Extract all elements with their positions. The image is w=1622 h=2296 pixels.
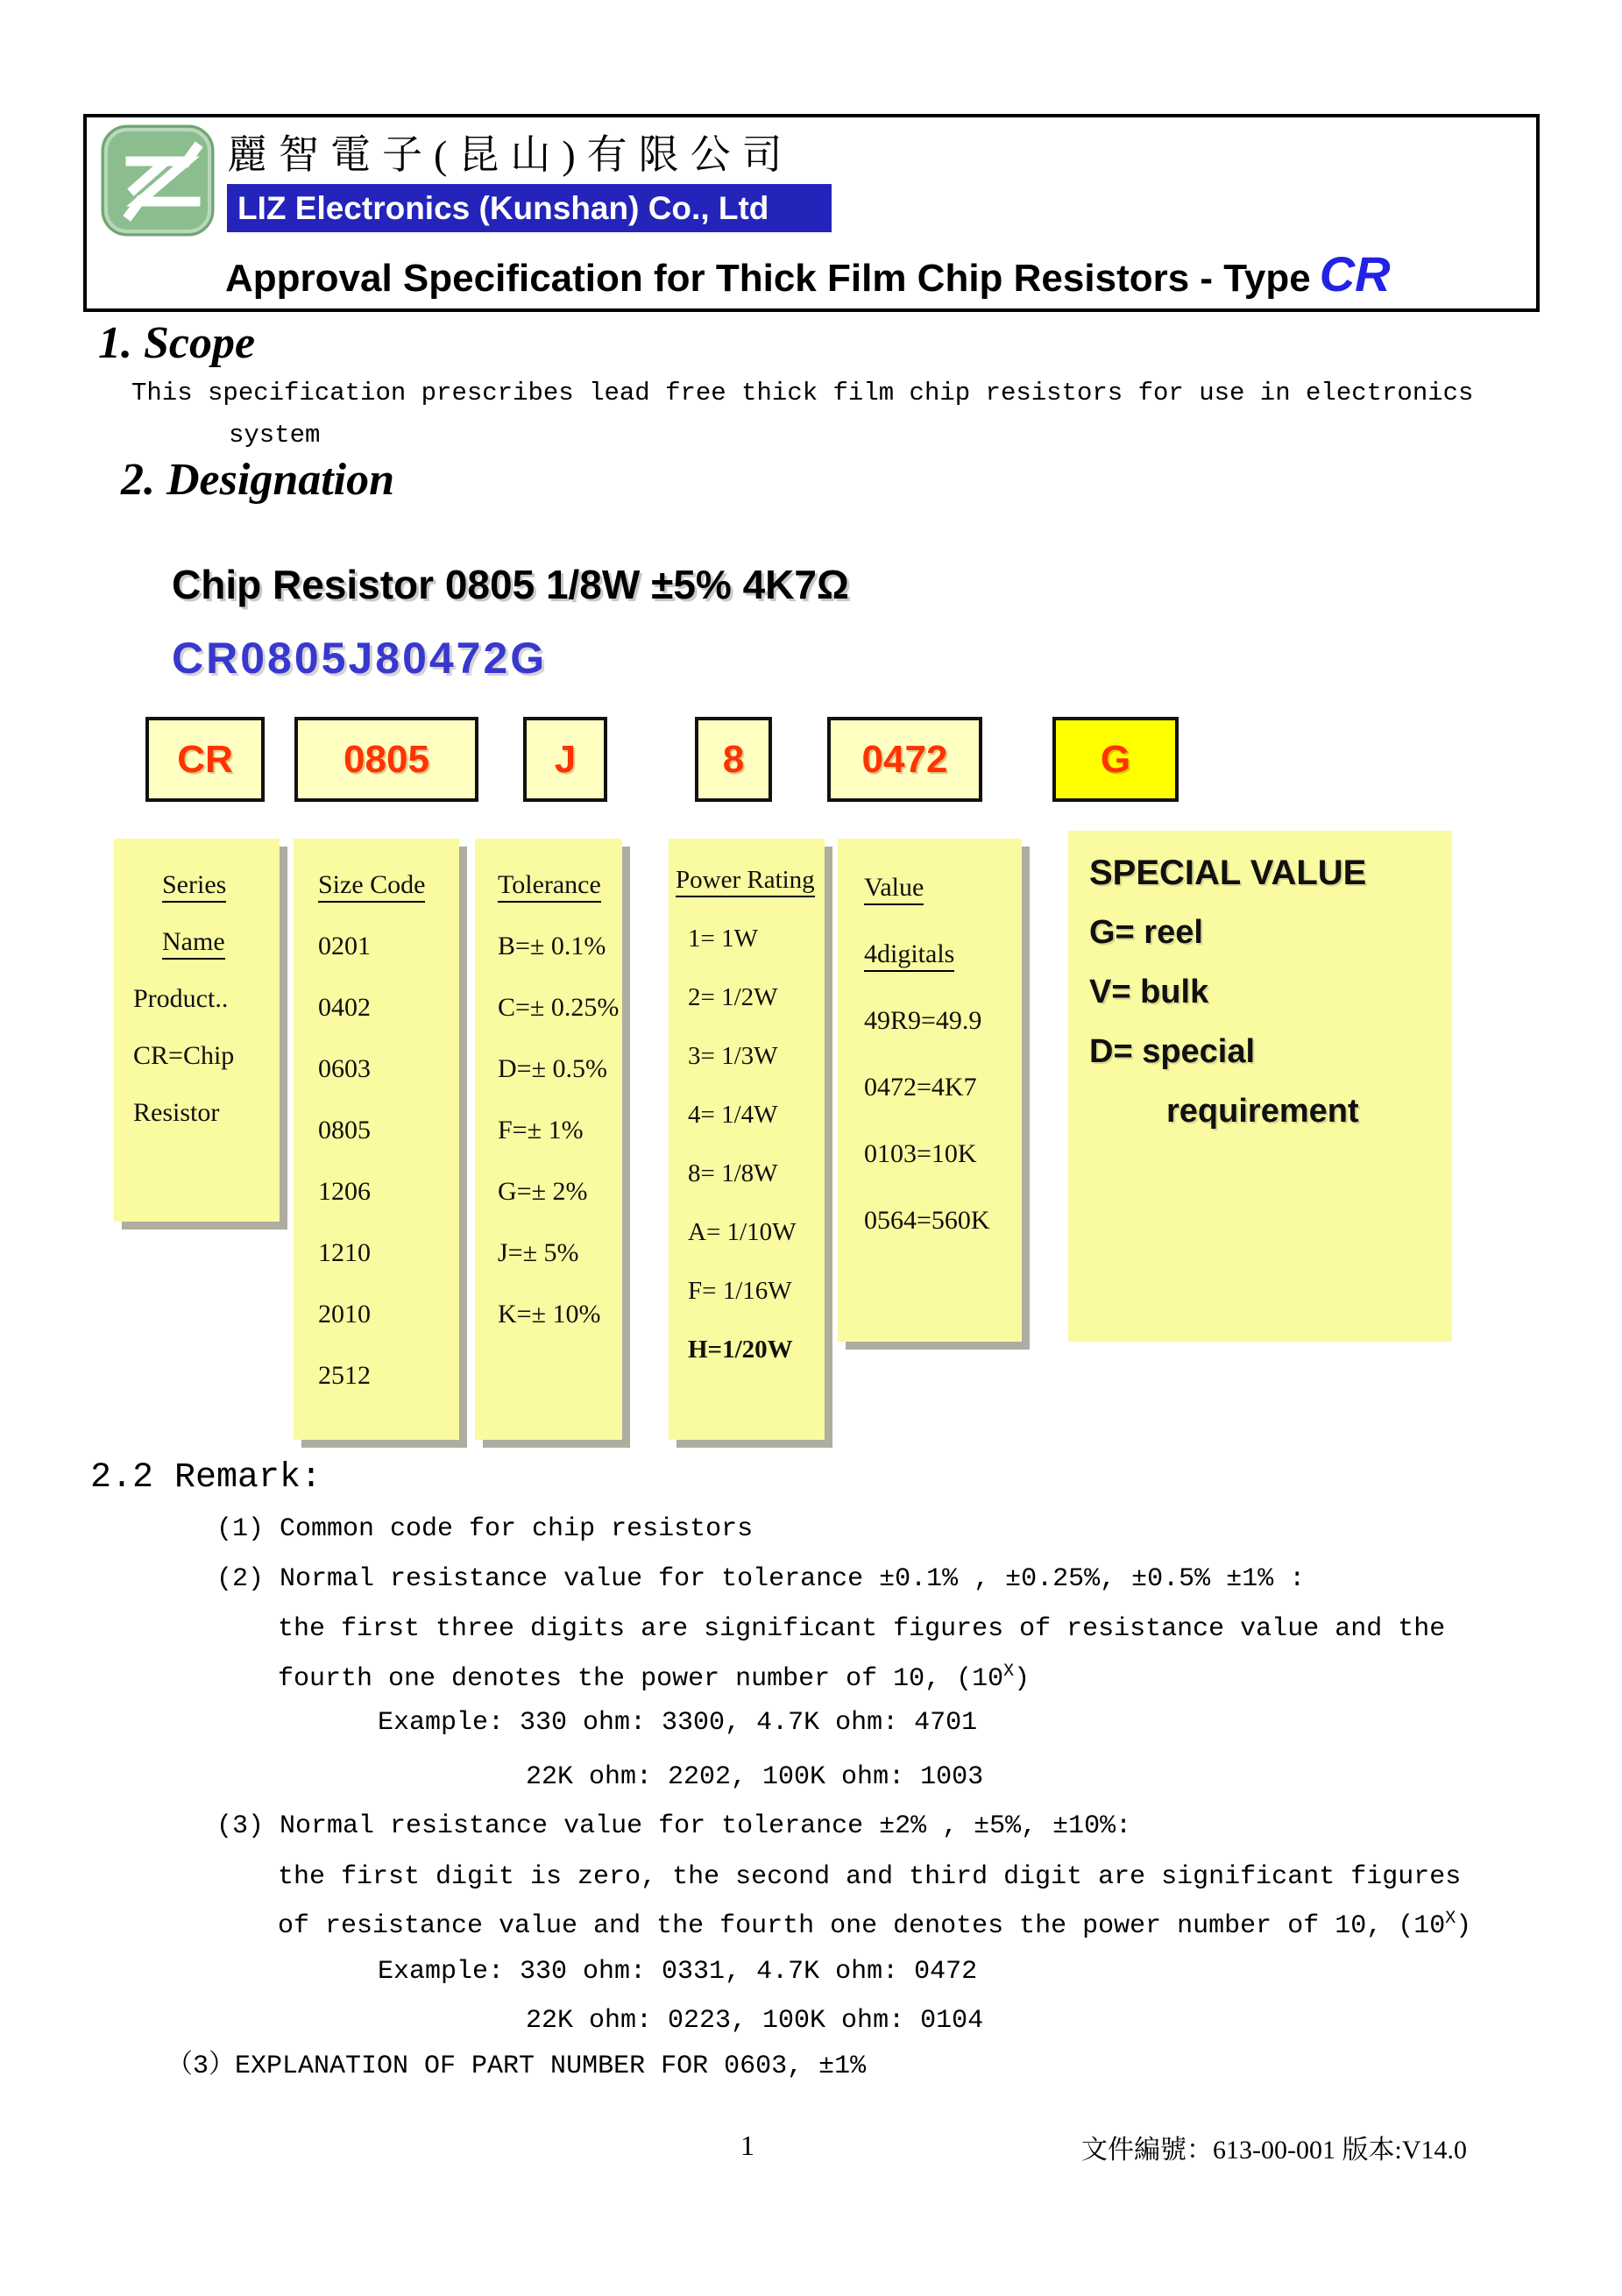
remark-example-4: 22K ohm: 0223, 100K ohm: 0104 <box>526 2006 984 2036</box>
company-logo-icon <box>101 124 215 237</box>
type-cr-label: CR <box>1319 246 1391 301</box>
document-number: 文件編號：613-00-001 版本:V14.0 <box>1081 2136 1467 2165</box>
tolerance-panel-title: Tolerance <box>498 854 622 916</box>
remark-item-4: （3）EXPLANATION OF PART NUMBER FOR 0603, ±1% <box>166 2052 867 2081</box>
tolerance-item: K=± 10% <box>498 1300 601 1329</box>
tolerance-item: J=± 5% <box>498 1238 579 1267</box>
tolerance-item: C=± 0.25% <box>498 993 620 1022</box>
code-box-size: 0805 <box>294 717 478 802</box>
series-panel-item: CR=Chip <box>133 1041 235 1070</box>
example-part-number: CR0805J80472G <box>172 634 548 683</box>
series-panel-item: Resistor <box>133 1098 220 1127</box>
company-name-english <box>227 184 832 232</box>
remark-item-2-line3: fourth one denotes the power number of 10, $(10^X)$ <box>278 1662 1031 1694</box>
code-box-series: CR <box>145 717 265 802</box>
remark-item-2: (2) Normal resistance value for tolerance ±0.1% , ±0.25%, ±0.5% ±1% : <box>216 1564 1306 1594</box>
tolerance-item: G=± 2% <box>498 1177 588 1206</box>
value-item: 0472=4K7 <box>864 1073 977 1102</box>
power-rating-item: 8= 1/8W <box>688 1159 778 1187</box>
code-box-power: 8 <box>695 717 772 802</box>
company-name-english-label: LIZ Electronics (Kunshan) Co., Ltd <box>237 189 769 226</box>
remark-item-2-line2: the first three digits are significant figures of resistance value and the <box>278 1614 1446 1644</box>
remark-example-2: 22K ohm: 2202, 100K ohm: 1003 <box>526 1762 984 1792</box>
document-title <box>225 245 1391 302</box>
size-code-item: 2010 <box>318 1300 371 1329</box>
value-item: 49R9=49.9 <box>864 1006 982 1035</box>
size-code-panel-title: Size Code <box>318 854 459 916</box>
power-rating-item: F= 1/16W <box>688 1277 792 1305</box>
power-rating-panel <box>669 839 825 1440</box>
size-code-panel <box>294 839 459 1440</box>
power-rating-item: A= 1/10W <box>688 1218 797 1246</box>
value-item: 0103=10K <box>864 1139 977 1168</box>
remark-example-1: Example: 330 ohm: 3300, 4.7K ohm: 4701 <box>378 1708 978 1738</box>
remark-item-1: (1) Common code for chip resistors <box>216 1514 754 1544</box>
code-box-value: 0472 <box>827 717 982 802</box>
value-panel-subtitle: 4digitals <box>864 921 1022 988</box>
tolerance-item: B=± 0.1% <box>498 932 606 960</box>
size-code-item: 0603 <box>318 1054 371 1083</box>
size-code-item: 0805 <box>318 1116 371 1144</box>
company-name-chinese: 麗智電子(昆山)有限公司 <box>227 132 794 177</box>
size-code-item: 0402 <box>318 993 371 1022</box>
value-panel <box>838 839 1022 1342</box>
special-value-item: G= reel <box>1089 914 1203 951</box>
size-code-item: 1210 <box>318 1238 371 1267</box>
page-number: 1 <box>740 2129 754 2161</box>
power-rating-item: 3= 1/3W <box>688 1042 778 1070</box>
remark-item-3: (3) Normal resistance value for tolerance ±2% , ±5%, ±10%: <box>216 1811 1132 1841</box>
designation-heading: 2. Designation <box>121 455 395 505</box>
series-panel-title-line1: Series <box>133 856 280 913</box>
scope-text-line1: This specification prescribes lead free thick film chip resistors for use in electronics <box>131 379 1474 407</box>
remark-item-3-line3: of resistance value and the fourth one denotes the power number of 10, $(10^X)$ <box>278 1909 1472 1941</box>
value-panel-title: Value <box>864 854 1022 921</box>
size-code-item: 0201 <box>318 932 371 960</box>
scope-text-line2: system <box>229 421 321 450</box>
series-name-panel <box>114 839 280 1222</box>
special-value-panel-title: SPECIAL VALUE <box>1089 854 1367 892</box>
power-rating-item: 4= 1/4W <box>688 1101 778 1129</box>
remark-item-3-line2: the first digit is zero, the second and third digit are significant figures <box>278 1862 1462 1892</box>
series-panel-title-line2: Name <box>133 913 280 970</box>
special-value-item-continuation: requirement <box>1166 1093 1359 1130</box>
code-box-tolerance: J <box>523 717 607 802</box>
remark-heading: 2.2 Remark: <box>90 1458 322 1498</box>
series-panel-item: Product.. <box>133 984 229 1013</box>
tolerance-item: F=± 1% <box>498 1116 584 1144</box>
value-item: 0564=560K <box>864 1206 990 1235</box>
power-exponent: X <box>1445 1909 1456 1929</box>
power-rating-item: 2= 1/2W <box>688 983 778 1011</box>
header <box>83 114 1540 312</box>
code-box-special: G <box>1052 717 1179 802</box>
power-rating-item: 1= 1W <box>688 925 758 953</box>
tolerance-panel <box>475 839 622 1440</box>
example-part-description: Chip Resistor 0805 1/8W ±5% 4K7Ω <box>172 562 849 607</box>
size-code-item: 2512 <box>318 1361 371 1390</box>
scope-heading: 1. Scope <box>98 318 256 368</box>
document-title-text: Approval Specification for Thick Film Chip Resistors - Type <box>225 257 1311 300</box>
power-rating-panel-title: Power Rating <box>676 851 825 910</box>
power-rating-item-last: H=1/20W <box>688 1336 793 1364</box>
special-value-panel <box>1068 831 1452 1342</box>
special-value-item: D= special <box>1089 1033 1256 1070</box>
size-code-item: 1206 <box>318 1177 371 1206</box>
special-value-item: V= bulk <box>1089 974 1209 1010</box>
tolerance-item: D=± 0.5% <box>498 1054 608 1083</box>
power-exponent: X <box>1003 1662 1015 1682</box>
remark-example-3: Example: 330 ohm: 0331, 4.7K ohm: 0472 <box>378 1957 978 1987</box>
